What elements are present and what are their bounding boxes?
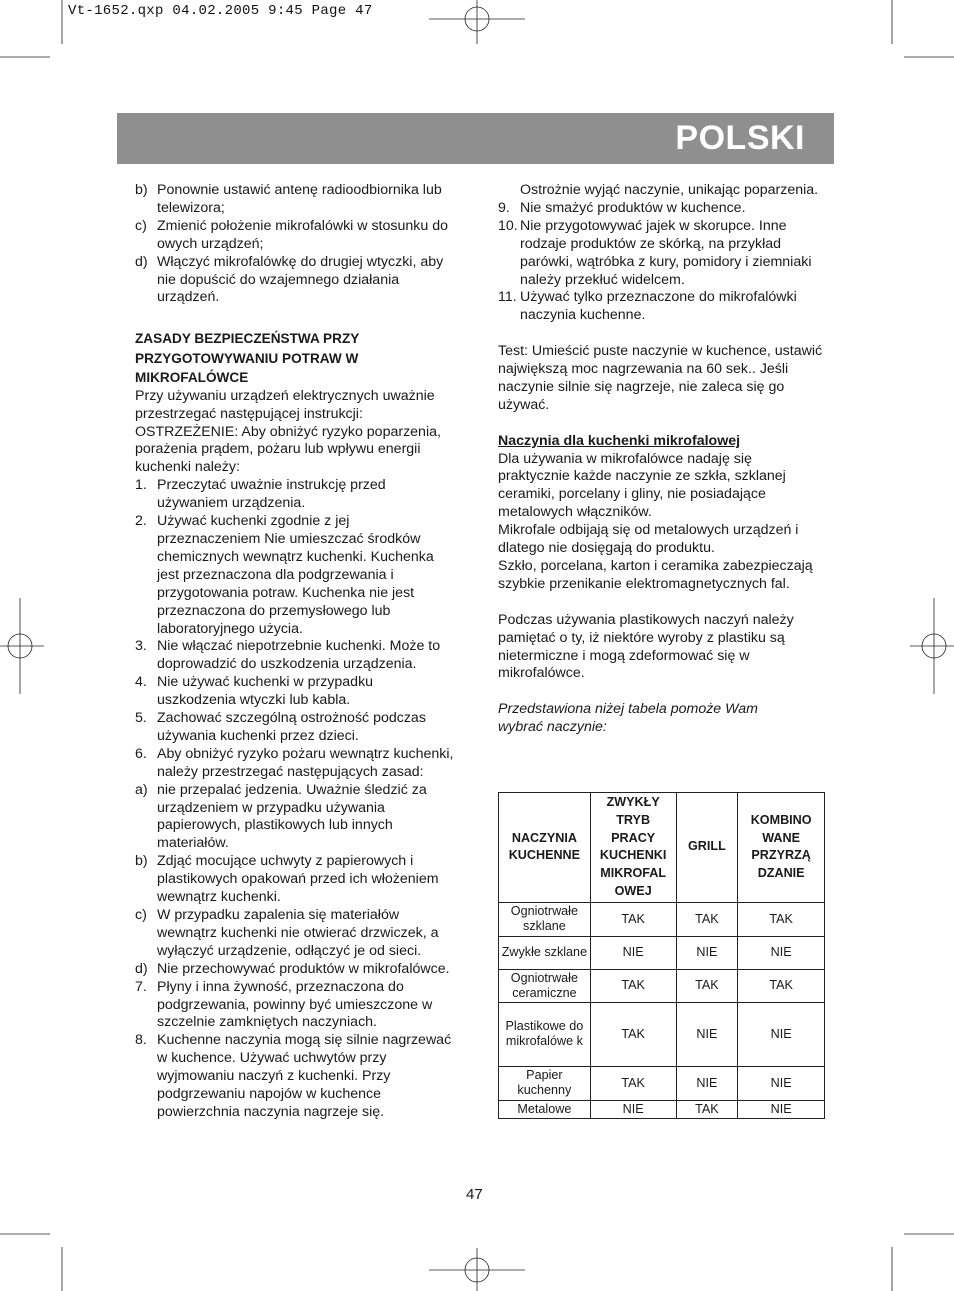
cookware-table xyxy=(498,792,825,1119)
file-slug: Vt-1652.qxp 04.02.2005 9:45 Page 47 xyxy=(68,3,373,19)
table-header: NACZYNIA KUCHENNE xyxy=(499,793,591,903)
table-cell: NIE xyxy=(590,1100,676,1118)
section-heading: ZASADY BEZPIECZEŃSTWA PRZY PRZYGOTOWYWANIU POTRAW W MIKROFALÓWCE xyxy=(135,331,360,386)
list-item: 10. Nie przygotowywać jajek w skorupce. Inne rodzaje produktów ze skórką, na przykład parówki, wątróbka z kury, pomidory i ziemniaki należy przekłuć widelcem. xyxy=(498,217,812,288)
table-cell: NIE xyxy=(676,1002,738,1066)
table-cell: NIE xyxy=(738,1066,825,1100)
table-cell: NIE xyxy=(676,1066,738,1100)
table-header: GRILL xyxy=(676,793,738,903)
list-item: 11. Używać tylko przeznaczone do mikrofalówki naczynia kuchenne. xyxy=(498,289,797,324)
registration-mark-left xyxy=(0,598,44,694)
list-item: 4. Nie używać kuchenki w przypadku uszkodzenia wtyczki lub kabla. xyxy=(135,674,374,709)
list-item: b) Zdjąć mocujące uchwyty z papierowych i plastikowych opakowań przed ich włożeniem wewnątrz kuchenki. xyxy=(135,853,439,906)
list-item: 9. Nie smażyć produktów w kuchence. xyxy=(498,199,746,216)
paragraph: Szkło, porcelana, karton i ceramika zabezpieczają szybkie przenikanie elektromagnetycznych fal. xyxy=(498,558,813,592)
table-cell: Metalowe xyxy=(499,1100,591,1118)
paragraph: Podczas używania plastikowych naczyń należy pamiętać o ty, iż niektóre wyroby z plastiku są nietermiczne i mogą zdeformować się w mikrofalówce. xyxy=(498,611,794,682)
list-item: a) nie przepalać jedzenia. Uważnie śledzić za urządzeniem w przypadku używania papierowych, plastikowych lub innych materiałów. xyxy=(135,781,427,852)
page-title: POLSKI xyxy=(675,119,805,157)
list-item: 8. Kuchenne naczynia mogą się silnie nagrzewać w kuchence. Używać uchwytów przy wyjmowaniu naczyń z kuchenki. Przy podgrzewaniu napojów w kuchence powierzchnia naczynia nagrzeje się. xyxy=(135,1032,452,1120)
list-item: b) Ponownie ustawić antenę radioodbiornika lub telewizora; xyxy=(135,182,442,216)
subheading: Naczynia dla kuchenki mikrofalowej xyxy=(498,432,741,449)
list-item: 7. Płyny i inna żywność, przeznaczona do podgrzewania, powinny być umieszczone w szczelnie zamkniętych naczyniach. xyxy=(135,978,433,1031)
registration-mark-top xyxy=(429,0,525,44)
table-cell: NIE xyxy=(738,1002,825,1066)
registration-mark-right xyxy=(910,598,954,694)
table-row xyxy=(499,1066,825,1100)
table-row xyxy=(499,1002,825,1066)
list-item: c) W przypadku zapalenia się materiałów wewnątrz kuchenki nie otwierać drzwiczek, a wyłączyć urządzenie, odłączyć je od sieci. xyxy=(135,907,439,959)
list-item: 3. Nie włączać niepotrzebnie kuchenki. Może to doprowadzić do uszkodzenia urządzenia. xyxy=(135,638,441,673)
table-cell: TAK xyxy=(738,969,825,1002)
continuation-text: Ostrożnie wyjąć naczynie, unikając poparzenia. xyxy=(520,182,819,198)
table-header: ZWYKŁY TRYB PRACY KUCHENKI MIKROFAL OWEJ xyxy=(590,793,676,903)
list-item: 6. Aby obniżyć ryzyko pożaru wewnątrz kuchenki, należy przestrzegać następujących zasad: xyxy=(135,745,454,780)
table-cell: Ogniotrwałe szklane xyxy=(499,902,591,936)
table-cell: NIE xyxy=(738,936,825,969)
table-header-row xyxy=(499,793,825,903)
table-cell: TAK xyxy=(676,902,738,936)
table-cell: TAK xyxy=(590,969,676,1002)
table-row xyxy=(499,1100,825,1118)
table-cell: Zwykłe szklane xyxy=(499,936,591,969)
intro-paragraph: Przy używaniu urządzeń elektrycznych uważnie przestrzegać następującej instrukcji: OSTRZEŻENIE: Aby obniżyć ryzyko poparzenia, porażenia prądem, pożaru lub wpływu energii kuchenki należy: xyxy=(135,387,441,476)
paragraph: Mikrofale odbijają się od metalowych urządzeń i dlatego nie dosięgają do produktu. xyxy=(498,522,799,557)
table-cell: TAK xyxy=(676,1100,738,1118)
table-cell: TAK xyxy=(676,969,738,1002)
table-header: KOMBINO WANE PRZYRZĄ DZANIE xyxy=(738,793,825,903)
table-cell: Papier kuchenny xyxy=(499,1066,591,1100)
table-cell: TAK xyxy=(738,902,825,936)
page-number: 47 xyxy=(466,1186,483,1203)
list-item: 5. Zachować szczególną ostrożność podczas używania kuchenki przez dzieci. xyxy=(135,710,426,744)
table-cell: NIE xyxy=(590,936,676,969)
language-banner xyxy=(117,113,834,164)
table-cell: Plastikowe do mikrofalówe k xyxy=(499,1002,591,1066)
table-cell: TAK xyxy=(590,1066,676,1100)
list-item: c) Zmienić położenie mikrofalówki w stosunku do owych urządzeń; xyxy=(135,217,448,252)
table-cell: NIE xyxy=(676,936,738,969)
table-cell: TAK xyxy=(590,1002,676,1066)
table-cell: TAK xyxy=(590,902,676,936)
list-item: d) Włączyć mikrofalówkę do drugiej wtyczki, aby nie dopuścić do wzajemnego działania urządzeń. xyxy=(135,253,444,306)
table-row xyxy=(499,936,825,969)
test-paragraph: Test: Umieścić puste naczynie w kuchence, ustawić największą moc nagrzewania na 60 sek.. Jeśli naczynie silnie się nagrzeje, nie zaleca się go używać. xyxy=(498,343,823,413)
right-column xyxy=(498,182,823,737)
table-cell: Ogniotrwałe ceramiczne xyxy=(499,969,591,1002)
left-column xyxy=(135,182,455,1122)
table-cell: NIE xyxy=(738,1100,825,1118)
table-note: Przedstawiona niżej tabela pomoże Wam wybrać naczynie: xyxy=(498,701,758,736)
list-item: 1. Przeczytać uważnie instrukcję przed używaniem urządzenia. xyxy=(135,477,386,512)
list-item: d) Nie przechowywać produktów w mikrofalówce. xyxy=(135,960,450,977)
table-row xyxy=(499,969,825,1002)
registration-mark-bottom xyxy=(429,1248,525,1291)
paragraph: Dla używania w mikrofalówce nadaję się praktycznie każde naczynie ze szkła, szklanej ceramiki, porcelany i gliny, nie posiadające metalowych włączników. xyxy=(498,450,786,521)
table-row xyxy=(499,902,825,936)
list-item: 2. Używać kuchenki zgodnie z jej przeznaczeniem Nie umieszczać środków chemicznych wewnątrz kuchenki. Kuchenka jest przeznaczona dla podgrzewania i przygotowania potraw. Kuchenka nie jest przeznaczona do przemysłowego lub laboratoryjnego użycia. xyxy=(135,513,434,637)
